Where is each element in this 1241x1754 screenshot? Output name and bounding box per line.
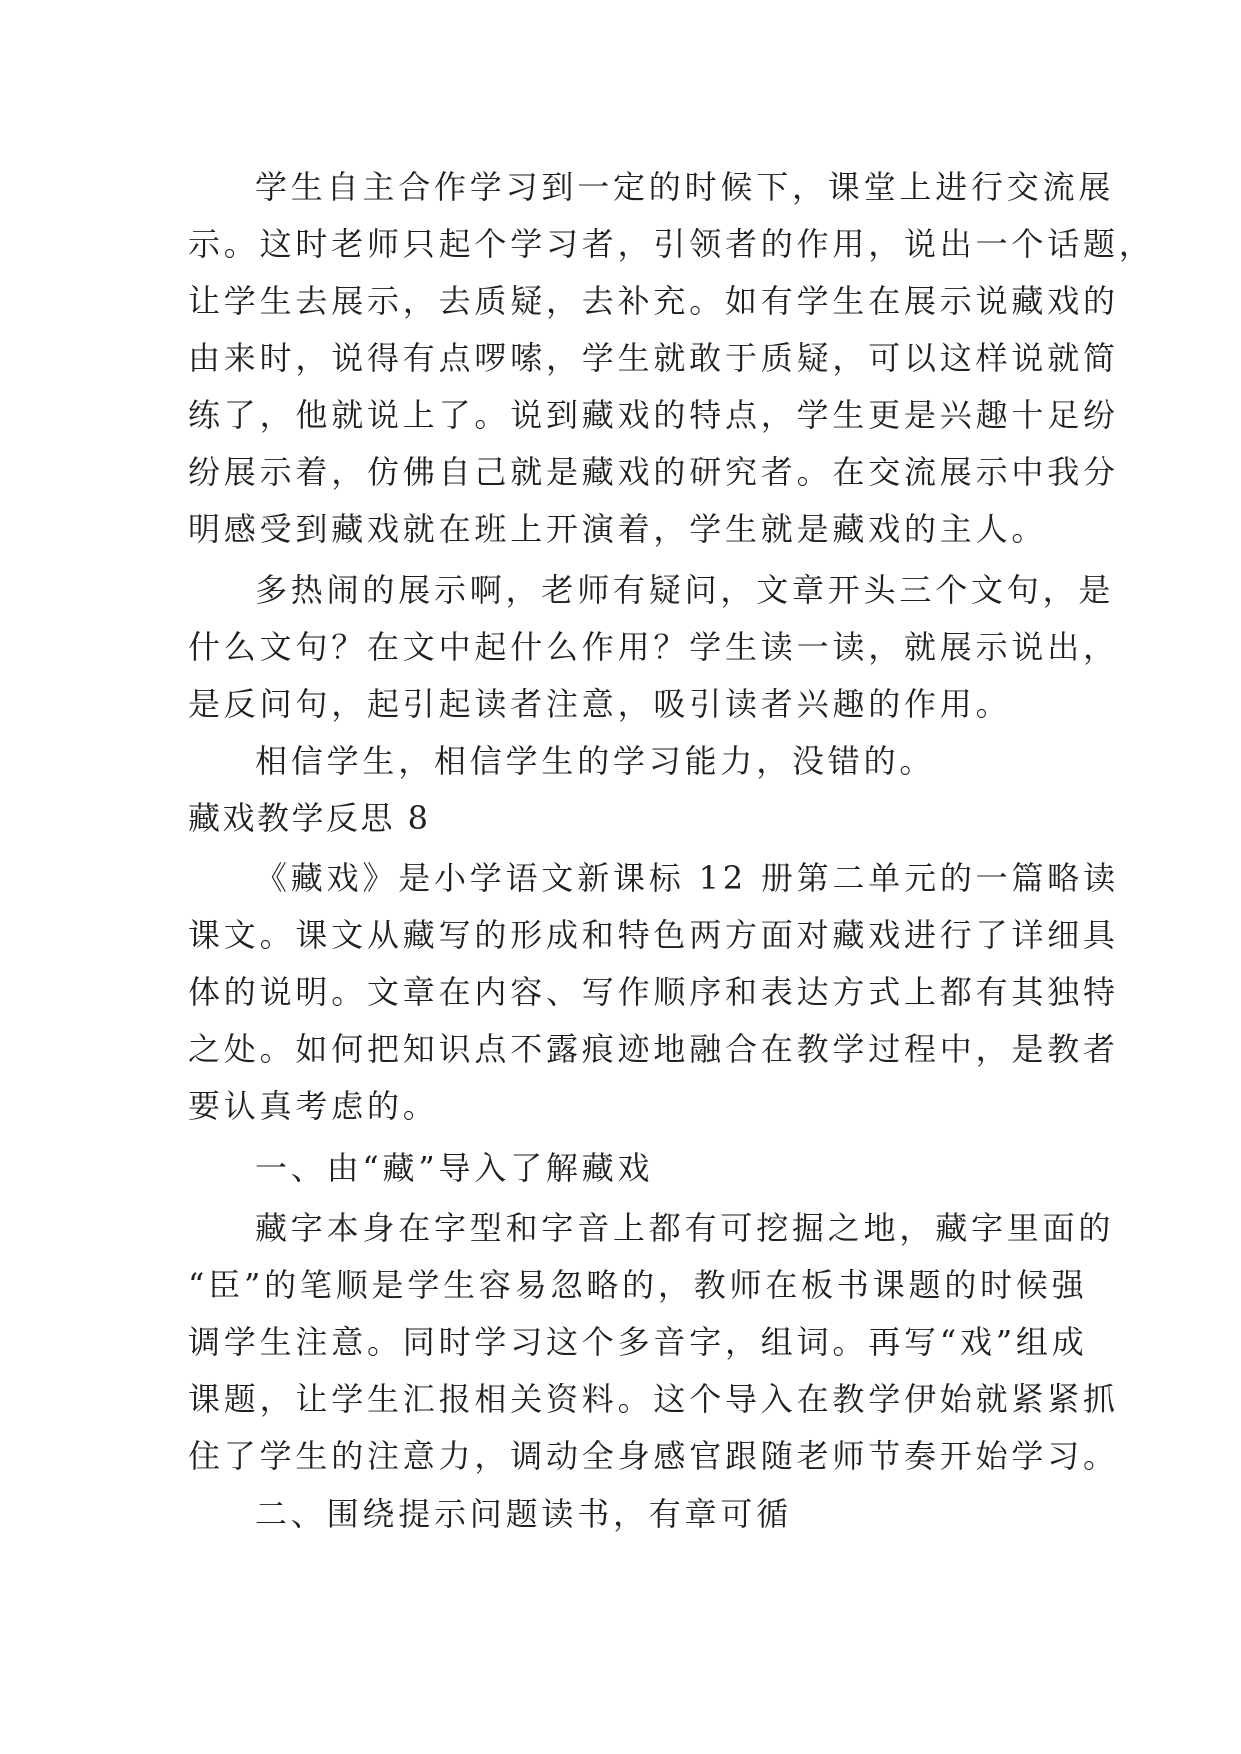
paragraph-line: “臣”的笔顺是学生容易忽略的，教师在板书课题的时候强 — [188, 1266, 1088, 1304]
paragraph-line: 《藏戏》是小学语文新课标 12 册第二单元的一篇略读 — [255, 859, 1119, 897]
paragraph-line: 课题，让学生汇报相关资料。这个导入在教学伊始就紧紧抓 — [188, 1380, 1119, 1418]
paragraph-line: 练了，他就说上了。说到藏戏的特点，学生更是兴趣十足纷 — [188, 396, 1119, 434]
paragraph-line: 要认真考虑的。 — [188, 1087, 439, 1125]
paragraph-line: 藏字本身在字型和字音上都有可挖掘之地，藏字里面的 — [255, 1209, 1115, 1247]
paragraph-line: 让学生去展示，去质疑，去补充。如有学生在展示说藏戏的 — [188, 282, 1119, 320]
paragraph-line: 明感受到藏戏就在班上开演着，学生就是藏戏的主人。 — [188, 510, 1048, 548]
paragraph-line: 住了学生的注意力，调动全身感官跟随老师节奏开始学习。 — [188, 1437, 1119, 1475]
paragraph-line: 纷展示着，仿佛自己就是藏戏的研究者。在交流展示中我分 — [188, 453, 1119, 491]
subheading: 一、由“藏”导入了解藏戏 — [255, 1149, 654, 1187]
paragraph-line: 多热闹的展示啊，老师有疑问，文章开头三个文句，是 — [255, 571, 1115, 609]
subheading: 二、围绕提示问题读书，有章可循 — [255, 1495, 793, 1533]
paragraph-line: 由来时，说得有点啰嗦，学生就敢于质疑，可以这样说就简 — [188, 339, 1119, 377]
paragraph-line: 之处。如何把知识点不露痕迹地融合在教学过程中，是教者 — [188, 1030, 1119, 1068]
paragraph-line: 相信学生，相信学生的学习能力，没错的。 — [255, 742, 936, 780]
paragraph-line: 调学生注意。同时学习这个多音字，组词。再写“戏”组成 — [188, 1323, 1088, 1361]
paragraph-line: 示。这时老师只起个学习者，引领者的作用，说出一个话题， — [188, 225, 1155, 263]
paragraph-line: 体的说明。文章在内容、写作顺序和表达方式上都有其独特 — [188, 973, 1119, 1011]
paragraph-line: 是反问句，起引起读者注意，吸引读者兴趣的作用。 — [188, 685, 1012, 723]
section-title: 藏戏教学反思 8 — [188, 799, 431, 837]
paragraph-line: 什么文句？在文中起什么作用？学生读一读，就展示说出， — [188, 628, 1119, 666]
paragraph-line: 课文。课文从藏写的形成和特色两方面对藏戏进行了详细具 — [188, 916, 1119, 954]
paragraph-line: 学生自主合作学习到一定的时候下，课堂上进行交流展 — [255, 168, 1115, 206]
